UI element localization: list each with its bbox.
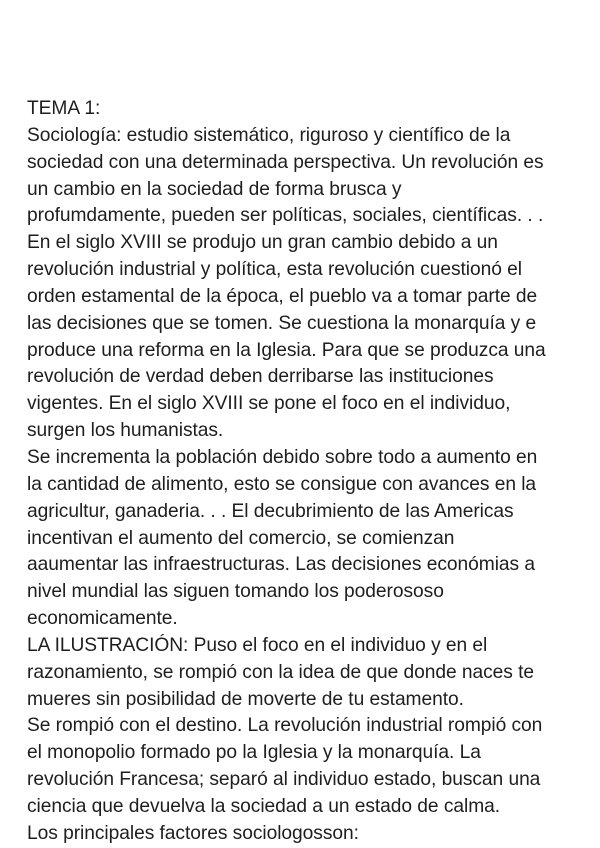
- text-line: profumdamente, pueden ser políticas, sociales, científicas. . .: [27, 205, 544, 227]
- text-line: Se incrementa la población debido sobre todo a aumento en: [27, 446, 538, 468]
- text-line: ciencia que devuelva la sociedad a un estado de calma.: [27, 795, 501, 817]
- text-line: revolución industrial y política, esta revolución cuestionó el: [27, 259, 522, 281]
- heading-tema: TEMA 1:: [27, 98, 101, 119]
- text-line: economicamente.: [27, 608, 178, 630]
- text-line: LA ILUSTRACIÓN: Puso el foco en el individuo y en el: [27, 634, 488, 656]
- text-line: En el siglo XVIII se produjo un gran cambio debido a un: [27, 232, 498, 254]
- text-line: incentivan el aumento del comercio, se comienzan: [27, 527, 455, 549]
- text-line: la cantidad de alimento, esto se consigue con avances en la: [27, 473, 537, 495]
- text-line: un cambio en la sociedad de forma brusca y: [27, 178, 402, 200]
- text-line: surgen los humanistas.: [27, 420, 224, 442]
- text-line: produce una reforma en la Iglesia. Para que se produzca una: [27, 339, 546, 361]
- text-line: sociedad con una determinada perspectiva. Un revolución es: [27, 151, 544, 173]
- text-line: nivel mundial las siguen tomando los poderososo: [27, 581, 444, 603]
- document-body: [27, 96, 587, 848]
- text-line: mueres sin posibilidad de moverte de tu estamento.: [27, 688, 464, 710]
- text-line: las decisiones que se tomen. Se cuestiona la monarquía y e: [27, 312, 537, 334]
- text-line: aaumentar las infraestructuras. Las decisiones económias a: [27, 554, 535, 576]
- text-line: agricultur, ganaderia. . . El decubrimiento de las Americas: [27, 500, 514, 522]
- text-line: revolución de verdad deben derribarse las instituciones: [27, 366, 494, 388]
- text-line: vigentes. En el siglo XVIII se pone el foco en el individuo,: [27, 393, 511, 415]
- text-line: revolución Francesa; separó al individuo estado, buscan una: [27, 769, 541, 791]
- text-line: Los principales factores sociologosson:: [27, 822, 359, 844]
- text-line: razonamiento, se rompió con la idea de que donde naces te: [27, 661, 535, 683]
- text-line: Se rompió con el destino. La revolución industrial rompió con: [27, 715, 543, 737]
- text-line: el monopolio formado po la Iglesia y la monarquía. La: [27, 742, 481, 764]
- text-line: Sociología: estudio sistemático, riguroso y científico de la: [27, 124, 511, 146]
- text-line: orden estamental de la época, el pueblo va a tomar parte de: [27, 285, 538, 307]
